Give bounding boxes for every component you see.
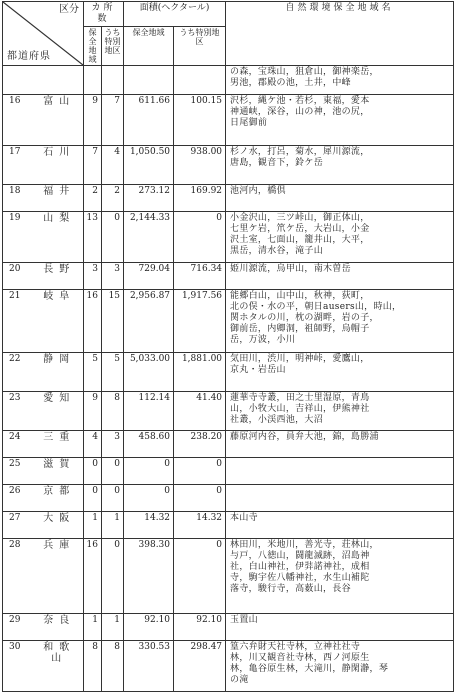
area-names: [226, 458, 454, 485]
count-special: 8: [102, 392, 124, 431]
table-row: [3, 212, 454, 263]
area-names-line: 落寺，駿行寺，高薮山，長谷: [230, 584, 351, 594]
area-names: [226, 512, 454, 539]
count-conservation: 1: [84, 512, 102, 539]
area-names-line: の滝: [230, 675, 249, 685]
table-row: [3, 614, 454, 641]
area-names-line: 山，小牧大山，吉祥山，伊熊神社: [230, 404, 370, 414]
area-conservation: 92.10: [124, 614, 174, 641]
table-row: [3, 146, 454, 185]
area-names-line: 唐島，観音下，鈴ケ岳: [230, 158, 324, 168]
area-names-line: 日尾御前: [230, 118, 268, 128]
row-number: 21: [3, 290, 36, 353]
count-conservation: 2: [84, 185, 102, 212]
area-names-line: 杉ノ水，打呂，菊水，犀川源流，: [230, 147, 370, 157]
row-number: 26: [3, 485, 36, 512]
header-kubun: 区分: [59, 4, 79, 15]
prefecture-name: 三重: [36, 431, 84, 458]
area-conservation: 611.66: [124, 95, 174, 146]
area-conservation: 398.30: [124, 539, 174, 614]
count-conservation: 8: [84, 641, 102, 692]
count-special: 2: [102, 185, 124, 212]
area-special: 1,881.00: [174, 353, 226, 392]
count-special: 0: [102, 458, 124, 485]
prefecture-name: 大阪: [36, 512, 84, 539]
area-conservation: 14.32: [124, 512, 174, 539]
area-conservation: 112.14: [124, 392, 174, 431]
count-conservation: 5: [84, 353, 102, 392]
prefecture-name: 愛知: [36, 392, 84, 431]
area-names-line: 岳，万波，小川: [230, 335, 296, 345]
area-names-line: 池河内，橋倶: [230, 186, 286, 196]
count-special: 5: [102, 353, 124, 392]
prefecture-name: 石川: [36, 146, 84, 185]
continuation-row: [3, 66, 454, 95]
area-names: [226, 614, 454, 641]
area-special: 938.00: [174, 146, 226, 185]
area-special: 100.15: [174, 95, 226, 146]
area-names-line: 社叢，小渓西池，大沼: [230, 415, 324, 425]
count-conservation: 16: [84, 539, 102, 614]
area-names: [226, 353, 454, 392]
count-special: 15: [102, 290, 124, 353]
area-special: 0: [174, 212, 226, 263]
area-names-line: 玉置山: [230, 615, 258, 625]
count-special: 0: [102, 212, 124, 263]
prefecture-name: 奈良: [36, 614, 84, 641]
table-row: [3, 263, 454, 290]
header-area-conservation: 保全地域: [124, 27, 174, 66]
area-names-line: 沢杉，縄ケ池・若杉，東福，愛本: [230, 96, 370, 106]
header-names: 自然環境保全地域名: [226, 2, 454, 66]
area-special: 41.40: [174, 392, 226, 431]
area-names-line: 七里ケ岩，笊ケ岳，大岩山，小金: [230, 224, 370, 234]
area-names-line: 黒岳，清水谷，滝子山: [230, 246, 324, 256]
row-number: 16: [3, 95, 36, 146]
count-conservation: 3: [84, 263, 102, 290]
area-names: [226, 263, 454, 290]
table-row: [3, 485, 454, 512]
continuation-names: の森，宝珠山，狙倉山，御神楽岳， 男池，郡殿の池，土井，中峰: [226, 66, 454, 95]
count-special: 3: [102, 431, 124, 458]
area-special: 169.92: [174, 185, 226, 212]
header-area: 面積(ヘクタール): [124, 2, 226, 27]
count-conservation: 0: [84, 458, 102, 485]
area-conservation: 0: [124, 458, 174, 485]
area-names: [226, 431, 454, 458]
area-names-line: 関ホタルの川，枕の湖畔，岩の子，: [230, 313, 379, 323]
row-number: 29: [3, 614, 36, 641]
area-names-line: 本山寺: [230, 513, 258, 523]
area-names: [226, 95, 454, 146]
prefecture-name: 兵庫: [36, 539, 84, 614]
area-conservation: 1,050.50: [124, 146, 174, 185]
row-number: 28: [3, 539, 36, 614]
table-row: [3, 641, 454, 692]
area-names-line: 林田川，米地川，善光寺，荘林山，: [230, 540, 379, 550]
area-names-line: 小金沢山，三ツ峠山，御正体山，: [230, 213, 370, 223]
count-conservation: 9: [84, 95, 102, 146]
area-names: [226, 146, 454, 185]
area-names-line: 気田川，渋川，明神峠，愛鷹山，: [230, 354, 370, 364]
area-names-line: 能郷白山，山中山，秋神，荻町，: [230, 291, 370, 301]
table-row: [3, 539, 454, 614]
count-special: 1: [102, 614, 124, 641]
count-conservation: 7: [84, 146, 102, 185]
area-names: [226, 641, 454, 692]
area-names-line: 藤原河内谷，員弁大池，錦，島勝浦: [230, 432, 379, 442]
prefecture-name: 和歌山: [36, 641, 84, 692]
row-number: 30: [3, 641, 36, 692]
count-special: 4: [102, 146, 124, 185]
table-row: [3, 353, 454, 392]
count-conservation: 9: [84, 392, 102, 431]
area-conservation: 330.53: [124, 641, 174, 692]
row-number: 20: [3, 263, 36, 290]
row-number: 27: [3, 512, 36, 539]
area-names: [226, 212, 454, 263]
row-number: 22: [3, 353, 36, 392]
area-names-line: 沢土室，七面山，籠井山，大平，: [230, 235, 370, 245]
area-conservation: 2,144.33: [124, 212, 174, 263]
area-names-line: 篁六弁財天社寺林，立神社社寺: [230, 642, 361, 652]
area-names-line: 姫川源流，烏甲山，南木曽岳: [230, 264, 351, 274]
area-names-line: 林，川又観音社寺林，西ノ河原生: [230, 653, 370, 663]
prefecture-name: 滋賀: [36, 458, 84, 485]
row-number: 17: [3, 146, 36, 185]
row-number: 24: [3, 431, 36, 458]
area-conservation: 5,033.00: [124, 353, 174, 392]
header-area-special: うち特別地区: [174, 27, 226, 66]
area-names-line: 御前岳，内卿洞，祖師野，烏帽子: [230, 324, 370, 334]
count-conservation: 16: [84, 290, 102, 353]
table-row: [3, 458, 454, 485]
row-number: 23: [3, 392, 36, 431]
table-row: [3, 392, 454, 431]
area-names-line: 神通峡，深谷，山の神，池の尻，: [230, 107, 370, 117]
area-names: [226, 539, 454, 614]
prefecture-name: 富山: [36, 95, 84, 146]
area-special: 0: [174, 458, 226, 485]
area-names-line: 寺，駒宇佐八幡神社，水生山補陀: [230, 573, 370, 583]
area-special: 716.34: [174, 263, 226, 290]
count-conservation: 13: [84, 212, 102, 263]
header-corner: [3, 2, 84, 66]
area-names: [226, 290, 454, 353]
area-conservation: 2,956.87: [124, 290, 174, 353]
count-special: 0: [102, 485, 124, 512]
header-prefecture: 都道府県: [7, 51, 51, 62]
area-special: 0: [174, 485, 226, 512]
area-names: [226, 485, 454, 512]
count-conservation: 1: [84, 614, 102, 641]
row-number: 25: [3, 458, 36, 485]
area-conservation: 0: [124, 485, 174, 512]
header-count-special: うち特別地区: [102, 27, 124, 66]
prefecture-name: 長野: [36, 263, 84, 290]
area-conservation: 458.60: [124, 431, 174, 458]
count-conservation: 0: [84, 485, 102, 512]
table-row: [3, 185, 454, 212]
table-row: [3, 290, 454, 353]
conservation-area-table: [2, 1, 454, 692]
area-names-line: 与戸，八徳山，闘龍滅跡，沼島神: [230, 551, 370, 561]
count-special: 1: [102, 512, 124, 539]
area-conservation: 273.12: [124, 185, 174, 212]
area-conservation: 729.04: [124, 263, 174, 290]
prefecture-name: 福井: [36, 185, 84, 212]
table-row: [3, 512, 454, 539]
area-special: 298.47: [174, 641, 226, 692]
prefecture-name: 山梨: [36, 212, 84, 263]
count-special: 0: [102, 539, 124, 614]
row-number: 18: [3, 185, 36, 212]
count-special: 7: [102, 95, 124, 146]
area-names-line: 社，白山神社，伊弉諾神社，成相: [230, 562, 370, 572]
area-names: [226, 392, 454, 431]
prefecture-name: 静岡: [36, 353, 84, 392]
count-special: 8: [102, 641, 124, 692]
table-row: [3, 95, 454, 146]
area-special: 1,917.56: [174, 290, 226, 353]
prefecture-name: 岐阜: [36, 290, 84, 353]
area-special: 14.32: [174, 512, 226, 539]
area-names-line: 林，亀谷原生林，大滝川，静閑瀞，琴: [230, 664, 389, 674]
area-special: 92.10: [174, 614, 226, 641]
prefecture-name: 京都: [36, 485, 84, 512]
count-conservation: 4: [84, 431, 102, 458]
header-count-conservation: 保全地域: [84, 27, 102, 66]
area-names: [226, 185, 454, 212]
area-names-line: 京丸・岩岳山: [230, 365, 286, 375]
header-count: カ所数: [84, 2, 124, 27]
row-number: 19: [3, 212, 36, 263]
area-names-line: 北の俣・水の平，朝日ausers山，時山，: [230, 302, 402, 312]
count-special: 3: [102, 263, 124, 290]
area-special: 0: [174, 539, 226, 614]
table-row: [3, 431, 454, 458]
area-special: 238.20: [174, 431, 226, 458]
area-names-line: 蓮華寺寺叢，田之士里湿原，青鳥: [230, 393, 370, 403]
